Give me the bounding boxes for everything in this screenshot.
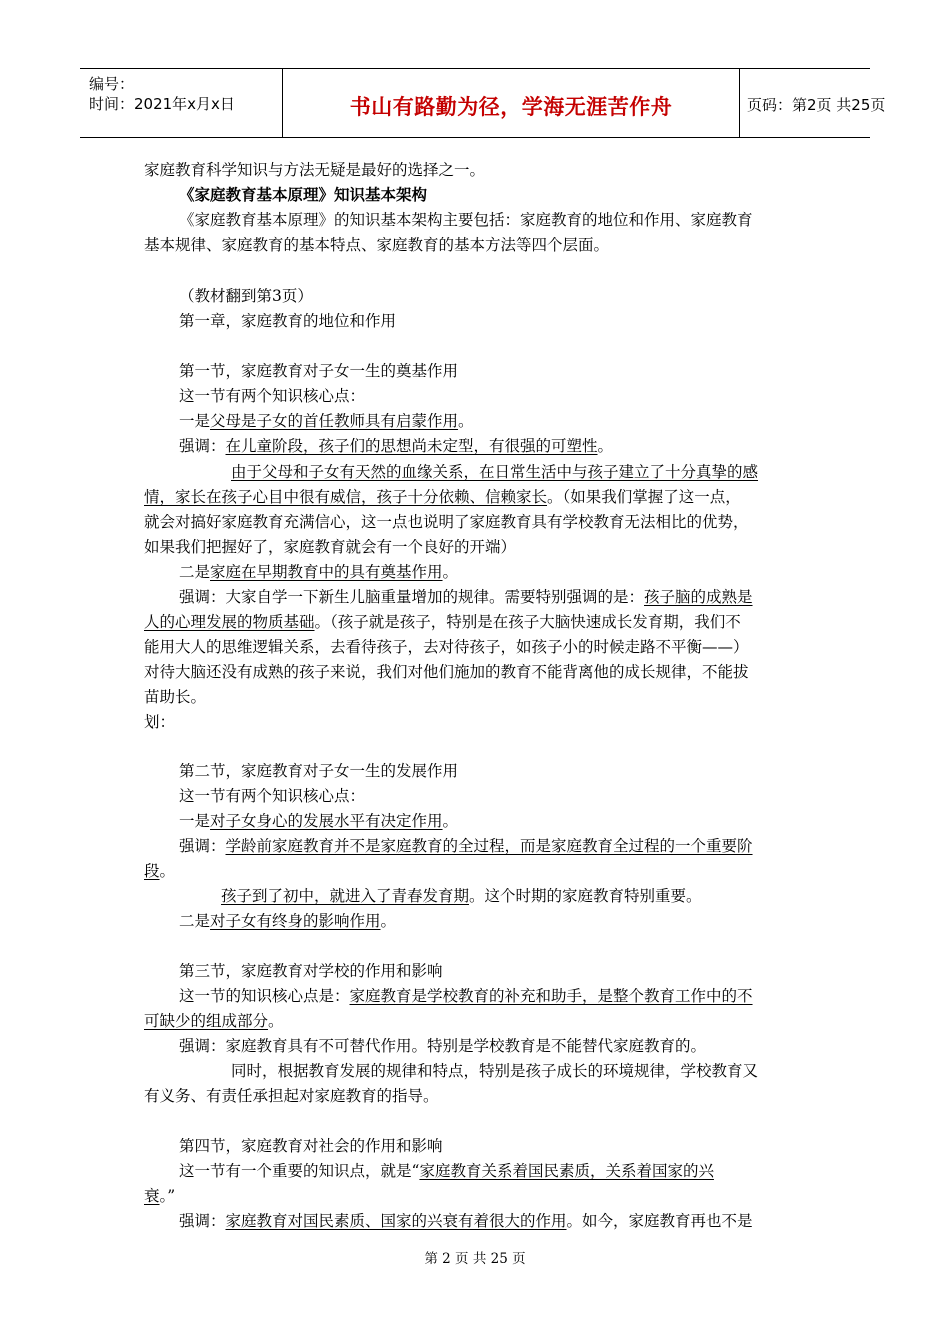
text-line: 强调：在儿童阶段，孩子们的思想尚未定型，有很强的可塑性。	[179, 437, 614, 455]
text-line: 强调：大家自学一下新生儿脑重量增加的规律。需要特别强调的是：孩子脑的成熟是	[179, 588, 753, 606]
text-line: 家庭教育科学知识与方法无疑是最好的选择之一。	[144, 161, 486, 179]
underlined-text: 家庭教育是学校教育的补充和助手，是整个教育工作中的不	[349, 987, 753, 1005]
section-heading: 《家庭教育基本原理》知识基本架构	[179, 185, 428, 204]
underlined-text: 衰	[144, 1187, 160, 1205]
document-number-label: 编号：	[89, 75, 135, 93]
underlined-text: 情，家长在孩子心目中很有威信，孩子十分依赖、信赖家长	[144, 488, 548, 506]
header-page-info: 页码：第2页 共25页	[747, 96, 886, 114]
text-line: 二是对子女有终身的影响作用。	[179, 912, 397, 930]
text-line: 这一节有两个知识核心点：	[179, 387, 366, 405]
document-date: 时间：2021年x月x日	[89, 95, 235, 113]
text-line: 这一节有一个重要的知识点，就是“家庭教育关系着国民素质，关系着国家的兴	[179, 1162, 714, 1180]
text-line: （教材翻到第3页）	[179, 287, 313, 305]
underlined-text: 段	[144, 862, 160, 880]
text-line: 衰。”	[144, 1187, 176, 1205]
chapter-heading: 第一章，家庭教育的地位和作用	[179, 312, 397, 330]
underlined-text: 由于父母和子女有天然的血缘关系，在日常生活中与孩子建立了十分真挚的感	[231, 463, 759, 481]
text-line: 同时，根据教育发展的规律和特点，特别是孩子成长的环境规律，学校教育又	[231, 1062, 759, 1080]
underlined-text: 父母是子女的首任教师具有启蒙作用	[210, 412, 459, 430]
text-line: 情，家长在孩子心目中很有威信，孩子十分依赖、信赖家长。（如果我们掌握了这一点，	[144, 488, 741, 506]
underlined-text: 在儿童阶段，孩子们的思想尚未定型，有很强的可塑性	[225, 437, 598, 455]
header-right-cell	[738, 69, 886, 137]
underlined-text: 家庭教育关系着国民素质，关系着国家的兴	[419, 1162, 714, 1180]
text-line: 一是对子女身心的发展水平有决定作用。	[179, 812, 459, 830]
underlined-text: 对子女身心的发展水平有决定作用	[210, 812, 443, 830]
underlined-text: 孩子到了初中，就进入了青春发育期	[221, 887, 470, 905]
underlined-text: 对子女有终身的影响作用	[210, 912, 381, 930]
underlined-text: 孩子脑的成熟是	[644, 588, 753, 606]
text-line: 《家庭教育基本原理》的知识基本架构主要包括：家庭教育的地位和作用、家庭教育	[179, 211, 753, 229]
text-line: 二是家庭在早期教育中的具有奠基作用。	[179, 563, 459, 581]
text-line: 人的心理发展的物质基础。（孩子就是孩子，特别是在孩子大脑快速成长发育期，我们不	[144, 613, 741, 631]
section-title: 第一节，家庭教育对子女一生的奠基作用	[179, 362, 459, 380]
underlined-text: 学龄前家庭教育并不是家庭教育的全过程，而是家庭教育全过程的一个重要阶	[225, 837, 753, 855]
section-title: 第四节，家庭教育对社会的作用和影响	[179, 1137, 443, 1155]
text-line: 基本规律、家庭教育的基本特点、家庭教育的基本方法等四个层面。	[144, 236, 610, 254]
text-line: 强调：学龄前家庭教育并不是家庭教育的全过程，而是家庭教育全过程的一个重要阶	[179, 837, 753, 855]
text-line: 就会对搞好家庭教育充满信心，这一点也说明了家庭教育具有学校教育无法相比的优势，	[144, 513, 749, 531]
header-left-cell	[80, 69, 282, 137]
underlined-text: 人的心理发展的物质基础	[144, 613, 315, 631]
text-line: 如果我们把握好了，家庭教育就会有一个良好的开端）	[144, 538, 517, 556]
text-line: 一是父母是子女的首任教师具有启蒙作用。	[179, 412, 474, 430]
text-line: 强调：家庭教育具有不可替代作用。特别是学校教育是不能替代家庭教育的。	[179, 1037, 707, 1055]
underlined-text: 家庭在早期教育中的具有奠基作用	[210, 563, 443, 581]
text-line: 强调：家庭教育对国民素质、国家的兴衰有着很大的作用。如今，家庭教育再也不是	[179, 1212, 753, 1230]
text-line: 段。	[144, 862, 176, 880]
text-line: 有义务、有责任承担起对家庭教育的指导。	[144, 1087, 439, 1105]
text-line: 能用大人的思维逻辑关系，去看待孩子，去对待孩子，如孩子小的时候走路不平衡——）	[144, 638, 749, 656]
underlined-text: 家庭教育对国民素质、国家的兴衰有着很大的作用	[225, 1212, 567, 1230]
text-line: 划：	[144, 713, 176, 731]
text-line: 苗助长。	[144, 688, 207, 706]
underlined-text: 可缺少的组成部分	[144, 1012, 269, 1030]
section-title: 第二节，家庭教育对子女一生的发展作用	[179, 762, 459, 780]
text-line: 这一节有两个知识核心点：	[179, 787, 366, 805]
page-footer: 第 2 页 共 25 页	[424, 1251, 526, 1267]
section-title: 第三节，家庭教育对学校的作用和影响	[179, 962, 443, 980]
text-line: 对待大脑还没有成熟的孩子来说，我们对他们施加的教育不能背离他的成长规律，不能拔	[144, 663, 749, 681]
page-header	[80, 68, 886, 138]
text-line: 孩子到了初中，就进入了青春发育期。这个时期的家庭教育特别重要。	[221, 887, 702, 905]
text-line: 可缺少的组成部分。	[144, 1012, 284, 1030]
header-center-cell	[282, 69, 740, 137]
header-motto: 书山有路勤为径，学海无涯苦作舟	[349, 95, 673, 119]
text-line: 这一节的知识核心点是：家庭教育是学校教育的补充和助手，是整个教育工作中的不	[179, 987, 753, 1005]
